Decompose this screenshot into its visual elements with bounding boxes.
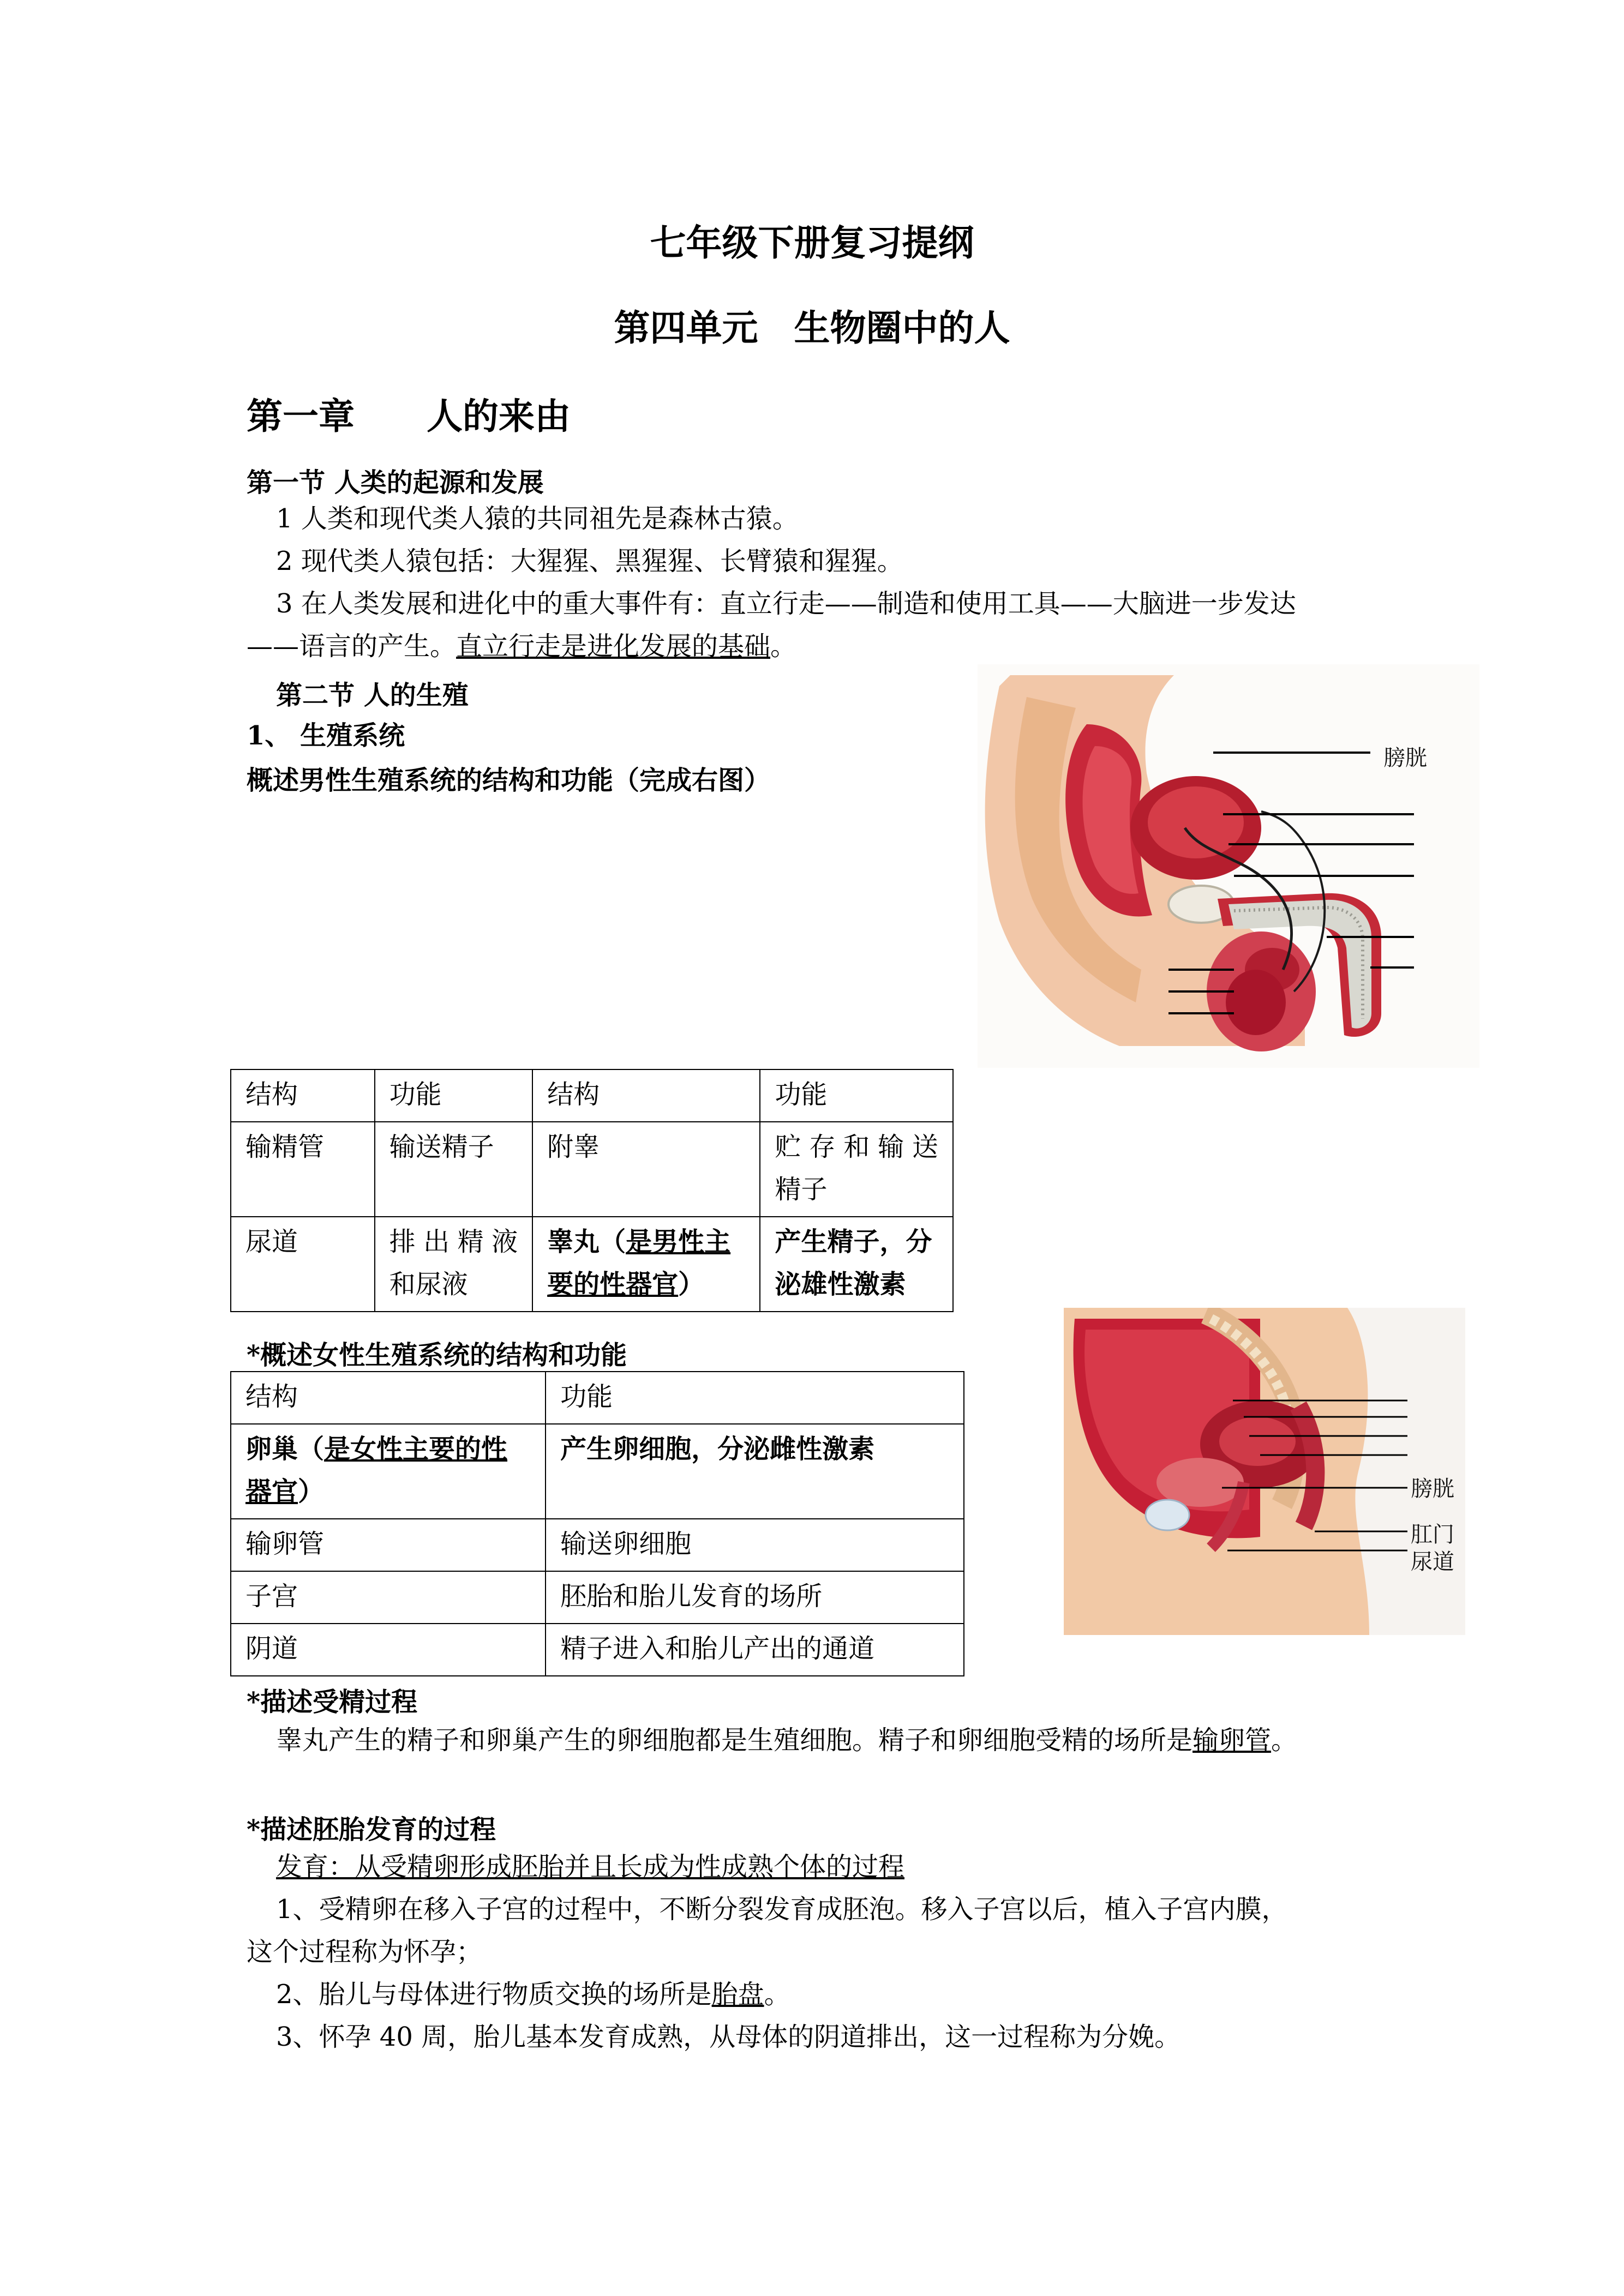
- table-row: [231, 1122, 953, 1217]
- male-label-bladder: 膀胱: [1383, 746, 1427, 771]
- female-label-urethra: 尿道: [1411, 1549, 1454, 1574]
- embryo-point-2-end: 。: [764, 1979, 790, 2010]
- male-anatomy-illustration: [978, 664, 1479, 1068]
- sec1-point-3-line1: 3 在人类发展和进化中的重大事件有：直立行走——制造和使用工具——大脑进一步发达: [276, 588, 1296, 619]
- epididymis-function-line2: 精子: [775, 1174, 828, 1205]
- urethra-function-line2: 和尿液: [389, 1269, 468, 1300]
- document-title: 七年级下册复习提纲: [650, 221, 974, 264]
- table-row: [231, 1571, 964, 1624]
- header-function-2: 功能: [760, 1069, 953, 1122]
- cell-epididymis: 附睾: [532, 1122, 760, 1217]
- table-header-row: [231, 1372, 964, 1424]
- embryo-point-2: [276, 1973, 790, 2016]
- testis-note-part2: 要的性器官: [547, 1269, 679, 1300]
- section-2-heading: 第二节 人的生殖: [276, 680, 469, 711]
- ovary-close-paren: ）: [298, 1476, 325, 1507]
- male-system-prompt: 概述男性生殖系统的结构和功能（完成右图）: [247, 765, 771, 796]
- header-function-1: 功能: [375, 1069, 533, 1122]
- header-structure-2: 结构: [532, 1069, 760, 1122]
- cell-ovary-function: 产生卵细胞，分泌雌性激素: [546, 1424, 964, 1519]
- header-structure-1: 结构: [231, 1069, 375, 1122]
- fertilization-end: 。: [1271, 1725, 1298, 1756]
- fertilization-heading: *描述受精过程: [247, 1687, 418, 1717]
- placenta-term: 胎盘: [711, 1979, 764, 2010]
- cell-vagina-function: 精子进入和胎儿产出的通道: [546, 1624, 964, 1676]
- female-anatomy-illustration: [1064, 1308, 1465, 1635]
- fertilization-paragraph: [276, 1719, 1297, 1762]
- unit-title: 第四单元 生物圈中的人: [614, 306, 1010, 349]
- cell-uterus-function: 胚胎和胎儿发育的场所: [546, 1571, 964, 1624]
- female-reproductive-diagram: [1064, 1308, 1465, 1635]
- cell-urethra-function: [375, 1217, 533, 1312]
- embryo-point-1-line2: 这个过程称为怀孕；: [247, 1937, 483, 1967]
- female-label-bladder: 膀胱: [1411, 1476, 1454, 1501]
- urethra-function-line1: 排出精液: [389, 1227, 518, 1257]
- cell-testis-function: [760, 1217, 953, 1312]
- ovary-note-part2: 器官: [245, 1476, 298, 1507]
- testis-function-line1: 产生精子，分: [775, 1227, 932, 1257]
- sec1-point-3-text: ——语言的产生。: [247, 631, 457, 662]
- cell-uterus: 子宫: [231, 1571, 546, 1624]
- embryo-point-2-text: 2、胎儿与母体进行物质交换的场所是: [276, 1979, 712, 2010]
- sec1-point-3-underlined: 直立行走是进化发展的基础: [456, 631, 771, 662]
- sec1-point-3-line2: [247, 625, 796, 668]
- female-header-structure: 结构: [231, 1372, 546, 1424]
- cell-oviduct-function: 输送卵细胞: [546, 1519, 964, 1571]
- section-1-heading: 第一节 人类的起源和发展: [247, 467, 544, 498]
- testis-note-part1: 是男性主: [626, 1227, 731, 1257]
- ovary-line1: [245, 1428, 531, 1470]
- ovary-line2: [245, 1470, 531, 1513]
- fertilization-site: 输卵管: [1192, 1725, 1272, 1756]
- testis-function-line2: 泌雄性激素: [775, 1269, 906, 1300]
- testis-name: 睾丸（: [547, 1227, 626, 1257]
- female-header-function: 功能: [546, 1372, 964, 1424]
- ovary-name: 卵巢（: [245, 1434, 325, 1464]
- sec1-point-2: 2 现代类人猿包括：大猩猩、黑猩猩、长臂猿和猩猩。: [276, 546, 903, 576]
- sec1-point-3-end: 。: [770, 631, 797, 662]
- cell-epididymis-function: [760, 1122, 953, 1217]
- epididymis-function-line1: 贮存和输送: [775, 1132, 938, 1162]
- fertilization-text: 睾丸产生的精子和卵巢产生的卵细胞都是生殖细胞。精子和卵细胞受精的场所是: [276, 1725, 1193, 1756]
- ovary-note-part1: 是女性主要的性: [324, 1434, 508, 1464]
- cell-vagina: 阴道: [231, 1624, 546, 1676]
- embryo-point-1-line1: 1、受精卵在移入子宫的过程中，不断分裂发育成胚泡。移入子宫以后，植入子宫内膜，: [276, 1894, 1288, 1925]
- female-label-anus: 肛门: [1411, 1522, 1454, 1547]
- testis-line2: [547, 1263, 745, 1306]
- reproductive-system-heading: 1、 生殖系统: [247, 720, 405, 751]
- male-reproductive-diagram: [978, 664, 1479, 1068]
- testis-line1: [547, 1221, 745, 1263]
- table-row: [231, 1424, 964, 1519]
- cell-oviduct: 输卵管: [231, 1519, 546, 1571]
- embryo-heading: *描述胚胎发育的过程: [247, 1814, 496, 1845]
- table-row: [231, 1519, 964, 1571]
- table-header-row: [231, 1069, 953, 1122]
- table-row: [231, 1217, 953, 1312]
- cell-vas-deferens: 输精管: [231, 1122, 375, 1217]
- chapter-title: 第一章 人的来由: [247, 395, 571, 437]
- testis-close-paren: ）: [678, 1269, 705, 1300]
- development-definition: 发育：从受精卵形成胚胎并且长成为性成熟个体的过程: [276, 1852, 905, 1882]
- cell-testis: [532, 1217, 760, 1312]
- female-structure-function-table: [230, 1371, 964, 1676]
- table-row: [231, 1624, 964, 1676]
- cell-vas-deferens-function: 输送精子: [375, 1122, 533, 1217]
- cell-ovary: [231, 1424, 546, 1519]
- sec1-point-1: 1 人类和现代类人猿的共同祖先是森林古猿。: [276, 503, 799, 534]
- male-structure-function-table: [230, 1069, 954, 1312]
- cell-urethra: 尿道: [231, 1217, 375, 1312]
- embryo-point-3: 3、怀孕 40 周，胎儿基本发育成熟，从母体的阴道排出，这一过程称为分娩。: [276, 2022, 1181, 2052]
- female-system-heading: *概述女性生殖系统的结构和功能: [247, 1340, 627, 1371]
